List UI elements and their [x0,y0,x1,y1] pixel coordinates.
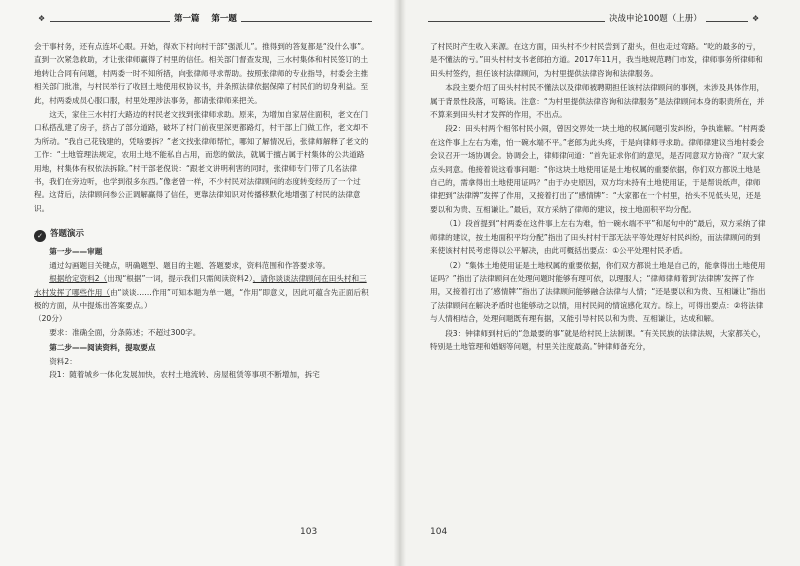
right-page-number: 104 [430,527,448,537]
question-note-end: ） [144,300,152,310]
step-2-heading: 第二步——阅读资料，提取要点 [49,343,156,353]
header-section: 第一题 [211,14,237,24]
step-1-requirement: 要求：准确全面，分条陈述；不超过300字。 [49,327,201,337]
header-chapter: 第一篇 [174,14,200,24]
right-paragraph-5: （2）“集体土地使用证是土地权属的重要依据，你们双方都说土地是自己的，能拿得出土地使用证吗？”指出了法律顾问在处理问题时能够有理可依，以理服人；“律师律师着到‘法律牌’发挥了作用，又接着打出了‘感情牌’”指出了法律顾问能够融合法律与人情；“还是要以和为贵、互相谦让”指出了法律顾问在解决矛盾时也能够动之以情，用村民间的情谊感化双方。综上，可得出要点：②将法律与人情相结合，处理问题既有理有据，又能引导村民以和为贵、互相谦让，达成和解。 [430,260,766,324]
material-label: 资料2： [49,356,77,366]
material-paragraph-1: 段1：随着城乡一体化发展加快，农村土地流转、房屋租赁等事项不断增加，拆宅 [49,369,320,379]
step-1-heading: 第一步——审题 [49,247,103,257]
header-ornament-right-icon: ❖ [752,14,760,23]
left-page-number: 103 [300,527,318,537]
right-paragraph-4: （1）段首提到“村两委在这件事上左右为难，怕一碗水端不平”和尾句中的“最后，双方采纳了律师律的建议，按土地面积平均分配”指出了田头村村干部无法平等处理好村民纠纷，而法律顾问的到来使该村村民考虑得以公平解决，由此可概括出要点：①公平处理村民矛盾。 [430,219,766,256]
left-paragraph-1: 会干事村务，还有点连坏心眼。开始，得欢下村向村干部“强派儿”。推得到的答复都是“没什么事”。直到一次紧急救助，才让张律师赢得了村里的信任。相关部门督查发现，三水村集体和村民签订的土地转让合同有问题，村两委一时不知所措，向张律师寻求帮助。按照张律师的专业指导，村委会主推相关部门批准，与村民举行了收回土地使用权协议书，并条照法律依据保障了村民们的切身利益。至此，村两委成员心服口服，村里处理涉法事务，都请张律师来把关。 [34,42,369,105]
header-ornament-icon: ❖ [38,14,46,23]
right-paragraph-2: 本段主要介绍了田头村村民不懂法以及律师被聘期担任该村法律顾问的事例，未涉及具体作用，属于背景性段落，可略读。注意：“为村里提供法律咨询和法律服务”是法律顾问本身的职责所在，并不算来到田头村才发挥的作用，不出点。 [430,83,765,120]
right-header: 决战申论100题（上册） [605,13,706,25]
right-paragraph-1: 了村民时产生收入来源。在这方面，田头村不少村民尝到了甜头，但也走过弯路。“吃的最多的亏，是不懂法的亏。”田头村村支书老郎拍方道。2017年11月，我当地规范聘门市发，律师事务所律师和田头村签约，担任该村法律顾问，为村里提供法律咨询和法律服务。 [430,42,763,78]
question-note-2: 由“谈谈……作用”可知本题为单一题，“作用”即意义，因此可蕴含先正面后积极的方面，从中提炼出答案要点。 [34,287,369,310]
step-1-paragraph-2 [34,272,370,312]
left-body [34,40,370,381]
left-paragraph-2: 这天，家住三水村打大路边的村民老文找到张律师求助。原来，为增加自家居住面积，老文在门口私搭乱建了房子，挤占了部分道路，破坏了村门前夜里深更都路灯，村干部上门做工作，老文却不为所动。“我自己花钱建的，凭啥要拆？”老文找张律师帮忙，哪知了解情况后，张律师解释了老文的工作：“土地管理法规定，农用土地不能私自占用，而您的做法，就属于擅占属于村集体的公共道路用地，村集体有权依法拆除。”村干部老倪说：“跟老文讲明利害的同时，张律师专门带了几名法律书，我们在旁边听，也学到很多东西。”像老曾一样，不少村民对法律顾问的态度转变经历了一个过程。这背后，法律顾问参公正调解赢得了信任，更靠法律知识对传播移默化地增强了村民的法律意识。 [34,110,369,213]
right-body [430,40,766,353]
right-page [400,0,800,566]
answer-section-title [34,227,370,242]
question-note-1: 出现“根据”一词，提示我们只需阅读资料2） [107,274,253,284]
book-gutter [394,0,406,566]
right-paragraph-6: 段3：钟律师到村后的“急最要的事”就是给村民上法制课。“有关民族的法律法规，大家都关心，特别是土地管理和婚姻等问题，村里关注度最高。”钟律师备充分， [430,328,766,351]
question-part-2: ，请你谈谈法律顾问在田头村和三水村发挥了哪些作用（ [34,274,367,297]
step-1-paragraph-1: 通过勾画题目关键点，明确题型、题目的主题、答题要求，资料范围和作答要求等。 [49,260,331,270]
section-title-text: 答题演示 [50,229,85,240]
right-paragraph-3: 段2：田头村两个相邻村民小闹，曾因交界处一块土地的权属问题引发纠纷，争执谁解。“村两委在这件事上左右为难，怕一碗水端不平。”老郎为此头疼，于是向律师寻求助。律师律建议当地村委会会议召开一场协调会。协调会上，律师律问道：“首先证求你们的意见，是否同意双方协商？”双大家点头同意。他接着说这看事问题：“你这块土地使用证是土地权属的重要依据，你们双方都说土地是自己的，需拿得出土地使用证吗？”由于办史原因，双方均未持有土地使用证，于是帮说纸声，律师律把到“法律牌”发挥了作用，又接着打出了“感情牌”：“大家都在一个村里，抬头不见低头见，还是要以和为贵、互相谦让。”最后，双方采纳了律师的建议，按土地面积平均分配。 [430,124,766,214]
answer-badge-icon: ✓ [34,230,46,242]
question-part-1: 根据给定资料2（ [49,274,108,284]
step-1-score: （20分） [34,314,67,324]
left-header [170,13,241,25]
